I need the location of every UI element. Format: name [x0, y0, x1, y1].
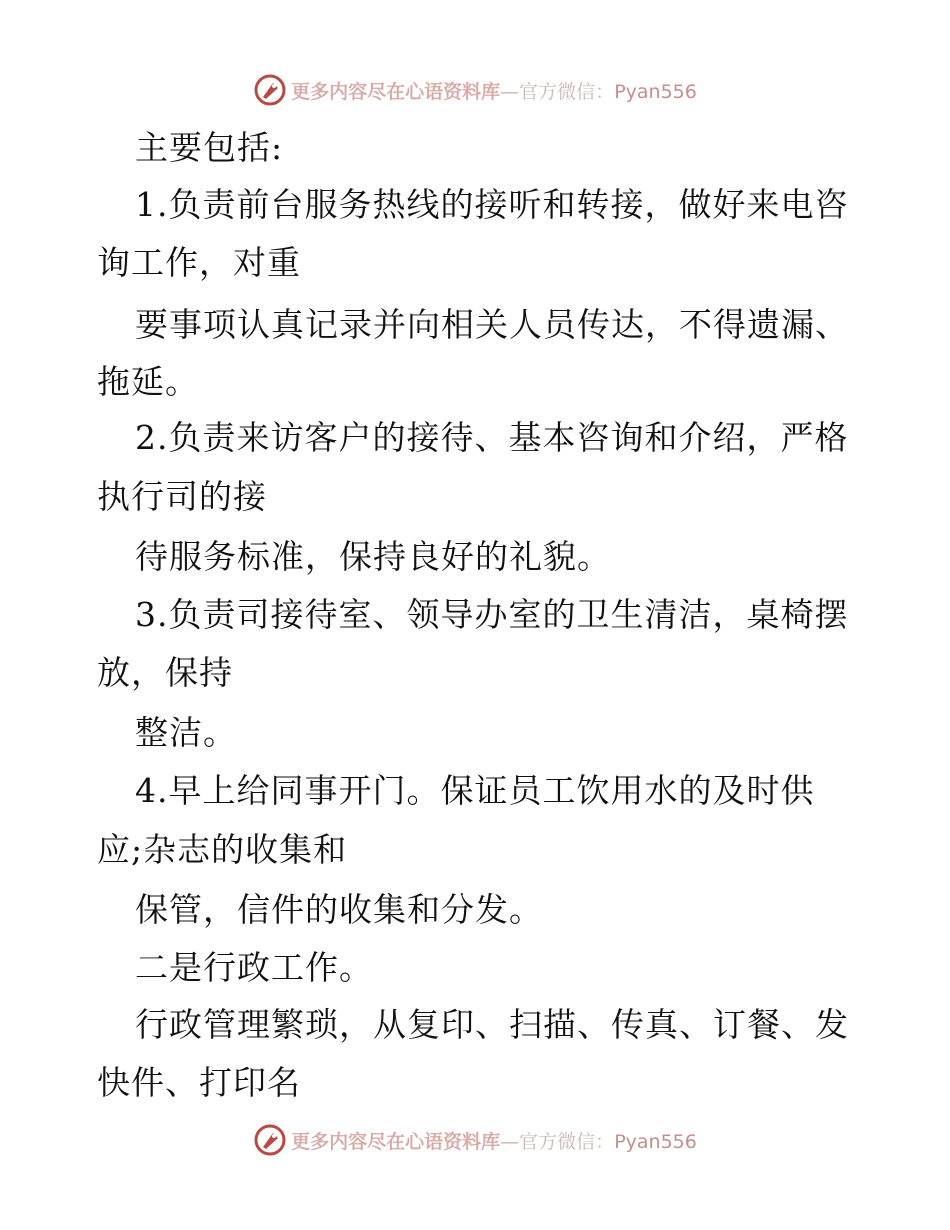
- text-line: 要事项认真记录并向相关人员传达，不得遗漏、: [135, 305, 849, 344]
- text-line: 1.负责前台服务热线的接听和转接，做好来电咨: [135, 185, 849, 224]
- text-line: 执行司的接: [97, 477, 267, 516]
- text-line: 3.负责司接待室、领导办室的卫生清洁，桌椅摆: [135, 595, 849, 634]
- text-line: 4.早上给同事开门。保证员工饮用水的及时供: [135, 771, 815, 810]
- pen-nib-seal-icon: [253, 1123, 287, 1157]
- text-line: 询工作，对重: [97, 243, 301, 282]
- footer-watermark: [0, 1120, 950, 1160]
- pen-nib-seal-icon: [253, 73, 287, 107]
- watermark-brand: 更多内容尽在心语资料库: [291, 1130, 501, 1153]
- watermark-brand: 更多内容尽在心语资料库: [291, 80, 501, 103]
- watermark-wechat-id: Pyan556: [614, 80, 697, 103]
- header-watermark: [0, 70, 950, 110]
- watermark-wechat-id: Pyan556: [614, 1130, 697, 1153]
- text-line: 放，保持: [97, 653, 233, 692]
- watermark-separator: —: [500, 80, 520, 103]
- text-line: 整洁。: [135, 713, 237, 752]
- text-line: 2.负责来访客户的接待、基本咨询和介绍，严格: [135, 418, 849, 457]
- watermark-wechat-label: 官方微信：: [519, 80, 615, 103]
- text-line: 应;杂志的收集和: [97, 830, 348, 869]
- text-line: 行政管理繁琐，从复印、扫描、传真、订餐、发: [135, 1005, 849, 1044]
- text-line: 保管，信件的收集和分发。: [135, 890, 543, 929]
- watermark-separator: —: [500, 1130, 520, 1153]
- text-line: 待服务标准，保持良好的礼貌。: [135, 537, 611, 576]
- watermark-wechat-label: 官方微信：: [519, 1130, 615, 1153]
- text-line: 主要包括:: [135, 128, 284, 167]
- text-line: 快件、打印名: [97, 1063, 301, 1102]
- text-line: 拖延。: [97, 362, 199, 401]
- text-line: 二是行政工作。: [135, 948, 373, 987]
